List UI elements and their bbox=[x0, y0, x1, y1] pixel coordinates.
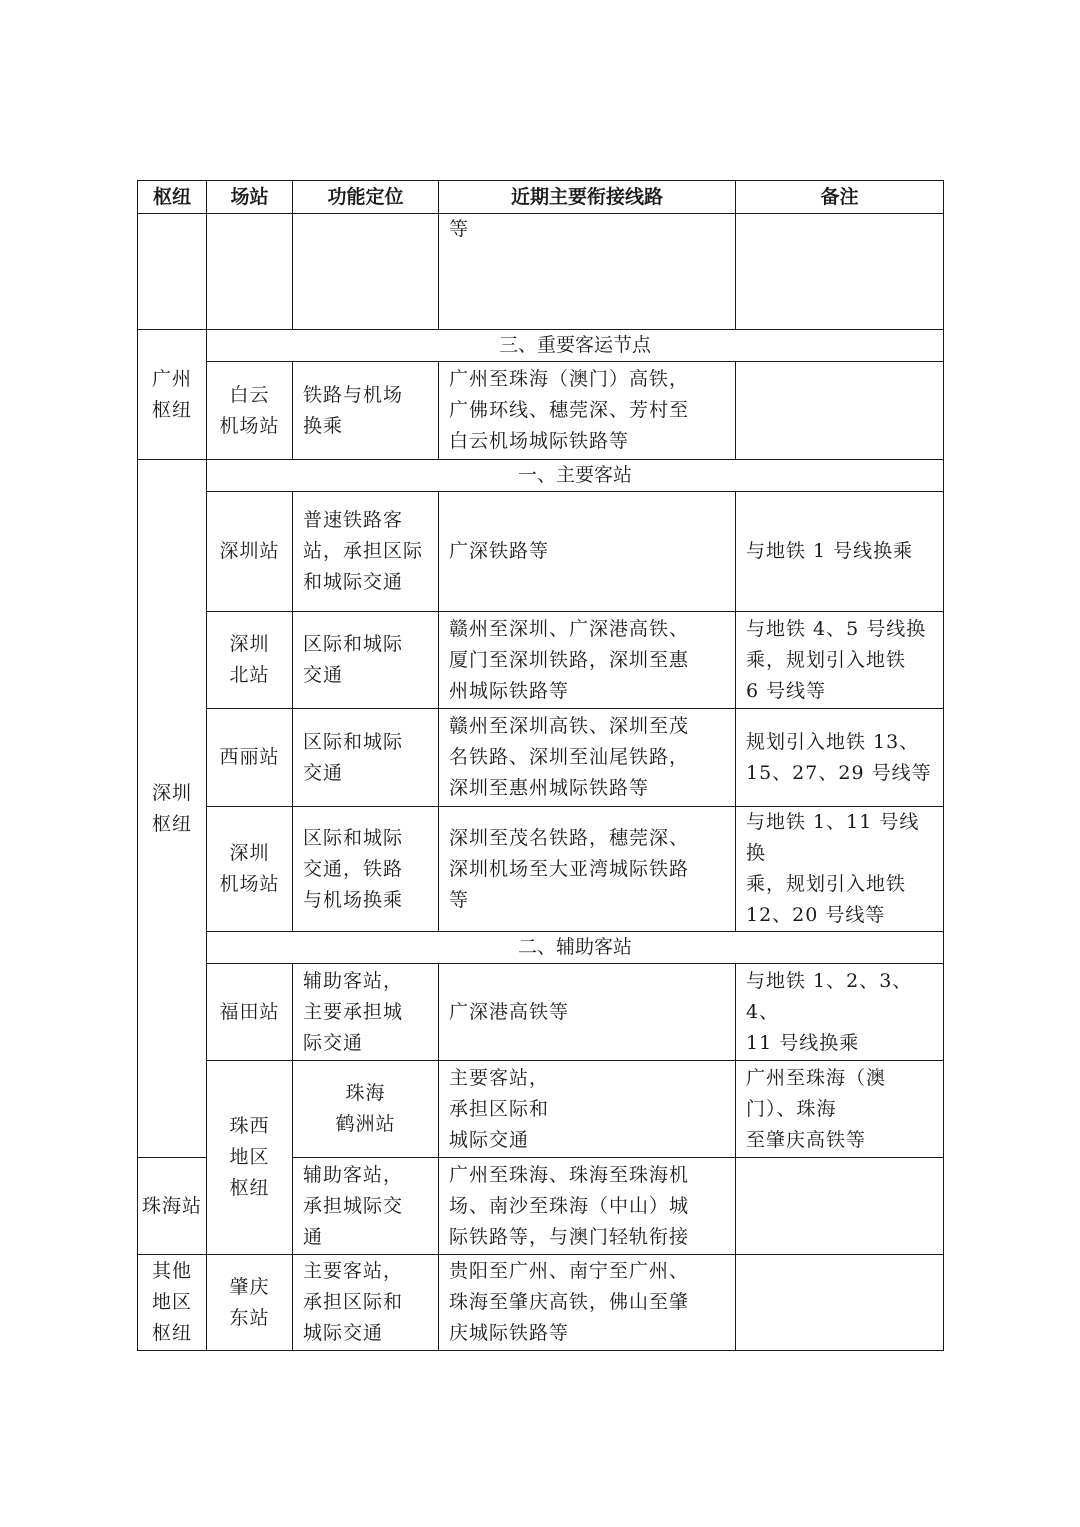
station-cell: 珠海 鹤洲站 bbox=[293, 1061, 439, 1158]
station-cell bbox=[207, 214, 293, 330]
lines-cell: 深圳至茂名铁路，穗莞深、 深圳机场至大亚湾城际铁路 等 bbox=[439, 807, 736, 932]
lines-cell: 广深铁路等 bbox=[439, 492, 736, 612]
function-cell: 区际和城际 交通，铁路 与机场换乘 bbox=[293, 807, 439, 932]
note-cell bbox=[736, 1255, 944, 1351]
lines-cell: 广深港高铁等 bbox=[439, 964, 736, 1061]
table-row bbox=[138, 964, 944, 1061]
function-cell: 辅助客站， 承担城际交 通 bbox=[293, 1158, 439, 1255]
header-lines: 近期主要衔接线路 bbox=[439, 181, 736, 214]
lines-cell: 广州至珠海、珠海至珠海机 场、南沙至珠海（中山）城 际铁路等，与澳门轻轨衔接 bbox=[439, 1158, 736, 1255]
note-cell: 与地铁 1、11 号线换 乘，规划引入地铁 12、20 号线等 bbox=[736, 807, 944, 932]
note-cell: 规划引入地铁 13、 15、27、29 号线等 bbox=[736, 709, 944, 807]
table-row bbox=[138, 492, 944, 612]
station-cell: 福田站 bbox=[207, 964, 293, 1061]
station-cell: 肇庆 东站 bbox=[207, 1255, 293, 1351]
section-heading: 三、重要客运节点 bbox=[207, 330, 944, 362]
note-cell bbox=[736, 214, 944, 330]
header-note: 备注 bbox=[736, 181, 944, 214]
table-row bbox=[138, 214, 944, 330]
table-row bbox=[138, 612, 944, 709]
section-heading: 一、主要客站 bbox=[207, 460, 944, 492]
lines-cell: 贵阳至广州、南宁至广州、 珠海至肇庆高铁，佛山至肇 庆城际铁路等 bbox=[439, 1255, 736, 1351]
table-row bbox=[138, 709, 944, 807]
station-cell: 白云 机场站 bbox=[207, 362, 293, 460]
function-cell: 主要客站， 承担区际和 城际交通 bbox=[439, 1061, 736, 1158]
hub-station-table bbox=[137, 180, 944, 1351]
hub-cell bbox=[138, 214, 207, 330]
section-row bbox=[138, 460, 944, 492]
station-cell: 深圳 机场站 bbox=[207, 807, 293, 932]
lines-cell: 广州至珠海（澳门）、珠海 至肇庆高铁等 bbox=[736, 1061, 944, 1158]
hub-cell: 珠西 地区 枢纽 bbox=[207, 1061, 293, 1255]
note-cell: 与地铁 4、5 号线换 乘，规划引入地铁 6 号线等 bbox=[736, 612, 944, 709]
function-cell: 普速铁路客 站，承担区际 和城际交通 bbox=[293, 492, 439, 612]
station-cell: 深圳站 bbox=[207, 492, 293, 612]
table-row bbox=[138, 1061, 944, 1158]
table-header-row bbox=[138, 181, 944, 214]
lines-cell: 广州至珠海（澳门）高铁， 广佛环线、穗莞深、芳村至 白云机场城际铁路等 bbox=[439, 362, 736, 460]
hub-cell: 深圳 枢纽 bbox=[138, 460, 207, 1158]
function-cell: 主要客站， 承担区际和 城际交通 bbox=[293, 1255, 439, 1351]
header-station: 场站 bbox=[207, 181, 293, 214]
table-row bbox=[138, 807, 944, 932]
note-cell bbox=[736, 1158, 944, 1255]
station-cell: 珠海站 bbox=[138, 1158, 207, 1255]
header-function: 功能定位 bbox=[293, 181, 439, 214]
section-row bbox=[138, 932, 944, 964]
note-cell: 与地铁 1 号线换乘 bbox=[736, 492, 944, 612]
station-cell: 深圳 北站 bbox=[207, 612, 293, 709]
note-cell: 与地铁 1、2、3、4、 11 号线换乘 bbox=[736, 964, 944, 1061]
lines-cell: 赣州至深圳高铁、深圳至茂 名铁路、深圳至汕尾铁路， 深圳至惠州城际铁路等 bbox=[439, 709, 736, 807]
function-cell: 区际和城际 交通 bbox=[293, 709, 439, 807]
header-hub: 枢纽 bbox=[138, 181, 207, 214]
lines-cell: 赣州至深圳、广深港高铁、 厦门至深圳铁路，深圳至惠 州城际铁路等 bbox=[439, 612, 736, 709]
hub-cell: 广州 枢纽 bbox=[138, 330, 207, 460]
function-cell: 区际和城际 交通 bbox=[293, 612, 439, 709]
function-cell: 铁路与机场 换乘 bbox=[293, 362, 439, 460]
hub-cell: 其他 地区 枢纽 bbox=[138, 1255, 207, 1351]
function-cell: 辅助客站， 主要承担城 际交通 bbox=[293, 964, 439, 1061]
section-row bbox=[138, 330, 944, 362]
note-cell bbox=[736, 362, 944, 460]
table-row bbox=[138, 1255, 944, 1351]
station-cell: 西丽站 bbox=[207, 709, 293, 807]
lines-cell: 等 bbox=[439, 214, 736, 330]
function-cell bbox=[293, 214, 439, 330]
table-row bbox=[138, 362, 944, 460]
section-heading: 二、辅助客站 bbox=[207, 932, 944, 964]
